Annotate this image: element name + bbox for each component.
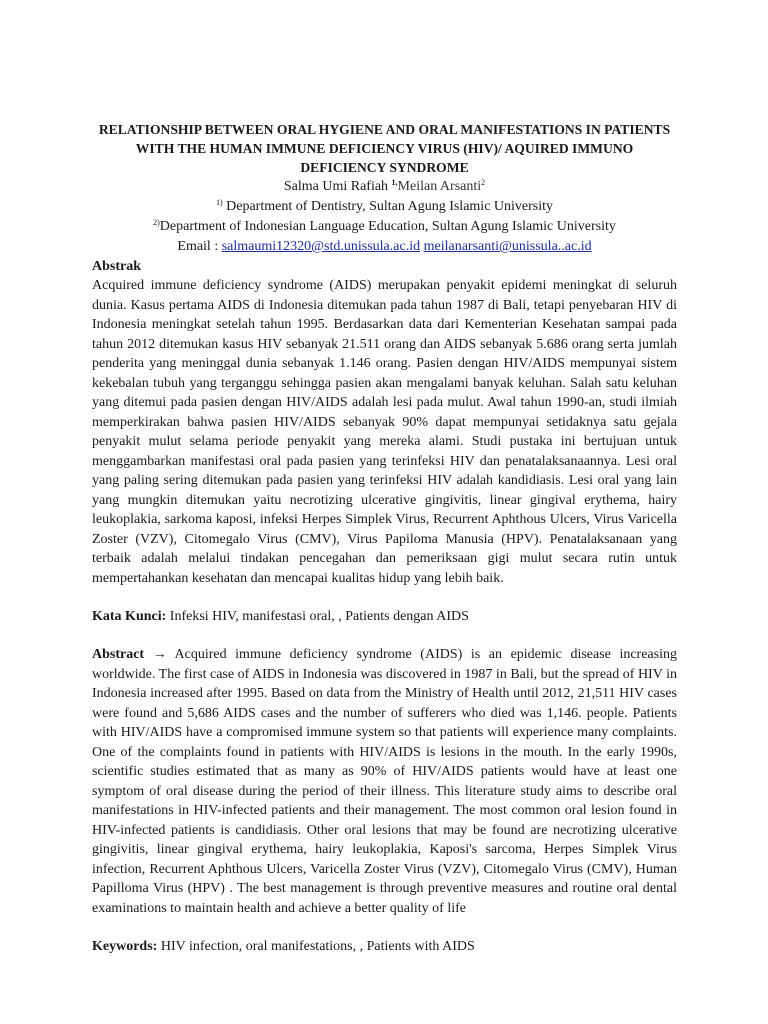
- keywords-text: HIV infection, oral manifestations, , Patients with AIDS: [160, 939, 475, 954]
- keywords-label: Keywords:: [92, 939, 158, 954]
- author-2-name: Meilan Arsanti: [397, 179, 482, 194]
- author-1-superscript: 1,: [391, 178, 398, 187]
- affiliation-2-superscript: 2): [153, 218, 160, 227]
- abstrak-body: Acquired immune deficiency syndrome (AIDS) merupakan penyakit epidemi meningkat di seluruh dunia. Kasus pertama AIDS di Indonesia ditemukan pada tahun 1987 di Bali, tetapi penyebaran HIV di Indonesia meningkat setelah tahun 1995. Berdasarkan data dari Kementerian Kesehatan sampai pada tahun 2012 ditemukan kasus HIV sebanyak 21.511 orang dan AIDS sebanyak 5.686 orang serta jumlah penderita yang meninggal dunia sebanyak 1.146 orang. Pasien dengan HIV/AIDS mempunyai sistem kekebalan tubuh yang terganggu sehingga pasien akan mengalami banyak keluhan. Salah satu keluhan yang ditemui pada pasien dengan HIV/AIDS adalah lesi pada mulut. Awal tahun 1990-an, studi ilmiah memperkirakan bahwa pasien HIV/AIDS sebanyak 90% dapat mempunyai setidaknya satu gejala penyakit mulut selama periode penyakit yang mereka alami. Studi pustaka ini bertujuan untuk menggambarkan manifestasi oral pada pasien yang terinfeksi HIV dan penatalaksanaannya. Lesi oral yang paling sering ditemukan pada pasien yang terinfeksi HIV adalah kandidiasis. Lesi oral yang lain yang mungkin ditemukan yaitu necrotizing ulcerative gingivitis, linear gingival erythema, hairy leukoplakia, sarkoma kaposi, infeksi Herpes Simplek Virus, Recurrent Aphthous Ulcers, Virus Varicella Zoster (VZV), Citomegalo Virus (CMV), Virus Papiloma Manusia (HPV). Penatalaksanaan yang terbaik adalah melalui tindakan pencegahan dan pemeriksaan gigi mulut secara rutin untuk mempertahankan kesehatan dan mencapai kualitas hidup yang lebih baik.: [92, 278, 677, 586]
- affiliation-2: [92, 217, 677, 237]
- author-1-name: Salma Umi Rafiah: [283, 179, 389, 194]
- author-line: [92, 177, 677, 197]
- abstract-paragraph: [92, 645, 677, 918]
- paper-title: RELATIONSHIP BETWEEN ORAL HYGIENE AND ORAL MANIFESTATIONS IN PATIENTS WITH THE HUMAN IMMUNE DEFICIENCY VIRUS (HIV)/ AQUIRED IMMUNO DEFICIENCY SYNDROME: [98, 122, 671, 175]
- keywords-line: [92, 937, 677, 956]
- affiliation-1-superscript: 1): [215, 198, 223, 207]
- affiliation-2-text: Department of Indonesian Language Education, Sultan Agung Islamic University: [159, 219, 616, 234]
- abstrak-heading: Abstrak: [92, 259, 142, 274]
- affiliation-1: [92, 197, 677, 217]
- abstract-heading: Abstract: [92, 647, 145, 662]
- email-label: Email :: [177, 239, 219, 254]
- affiliation-1-text: Department of Dentistry, Sultan Agung Islamic University: [226, 199, 554, 214]
- kata-kunci-label: Kata Kunci:: [92, 609, 167, 624]
- author-2-superscript: 2: [481, 178, 486, 187]
- arrow-right-icon: →: [152, 647, 167, 662]
- email-link-1[interactable]: salmaumi12320@std.unissula.ac.id: [221, 239, 421, 254]
- kata-kunci-line: [92, 607, 677, 626]
- kata-kunci-text: Infeksi HIV, manifestasi oral, , Patients dengan AIDS: [169, 609, 469, 624]
- email-link-2[interactable]: meilanarsanti@unissula..ac.id: [423, 239, 592, 254]
- abstract-body: Acquired immune deficiency syndrome (AIDS) is an epidemic disease increasing worldwide. The first case of AIDS in Indonesia was discovered in 1987 in Bali, but the spread of HIV in Indonesia increased after 1995. Based on data from the Ministry of Health until 2012, 21,511 HIV cases were found and 5,686 AIDS cases and the number of sufferers who died was 1,146. people. Patients with HIV/AIDS have a compromised immune system so that patients will experience many complaints. One of the complaints found in patients with HIV/AIDS is lesions in the mouth. In the early 1990s, scientific studies estimated that as many as 90% of HIV/AIDS patients would have at least one symptom of oral disease during the period of their illness. This literature study aims to describe oral manifestations in HIV-infected patients and their management. The most common oral lesion found in HIV-infected patients is candidiasis. Other oral lesions that may be found are necrotizing ulcerative gingivitis, linear gingival erythema, hairy leukoplakia, Kaposi's sarcoma, Herpes Simplek Virus infection, Recurrent Aphthous Ulcers, Varicella Zoster Virus (VZV), Citomegalo Virus (CMV), Human Papilloma Virus (HPV) . The best management is through preventive measures and routine oral dental examinations to maintain health and achieve a better quality of life: [92, 647, 677, 916]
- paper-page: [92, 120, 677, 956]
- email-line: [92, 237, 677, 257]
